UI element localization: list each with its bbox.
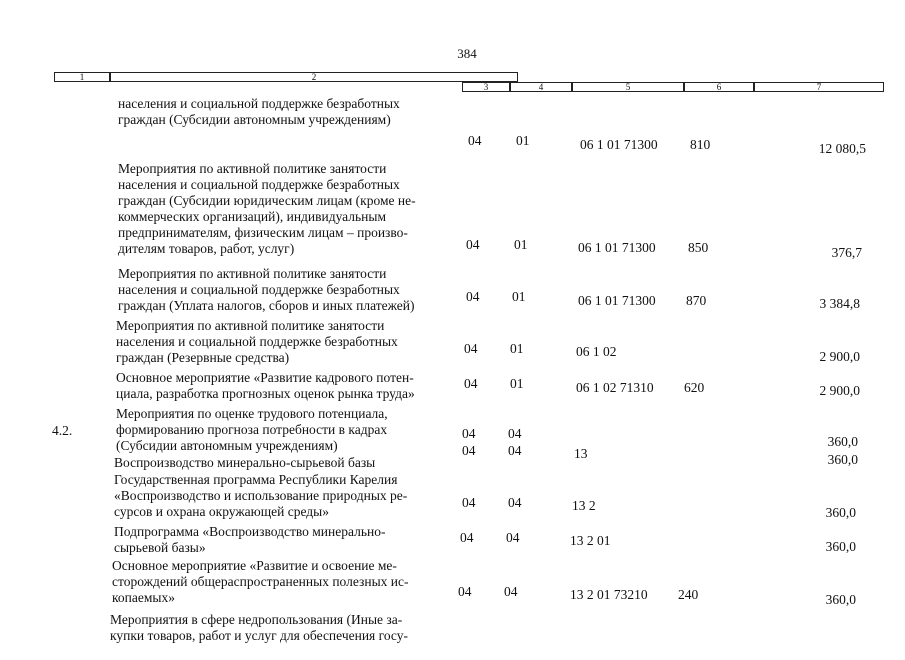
row-section-code: 04: [464, 376, 478, 391]
row-amount: 2 900,0: [819, 349, 860, 364]
row-target-article: 06 1 01 71300: [580, 137, 658, 152]
table-row-description: Подпрограмма «Воспроизводство минерально- сырьевой базы»: [114, 524, 386, 555]
row-amount: 12 080,5: [818, 141, 866, 156]
table-row-description: Мероприятия по оценке трудового потенциала, формированию прогноза потребности в кадрах (Субсидии автономным учреждениям): [116, 406, 388, 453]
header-col-7: 7: [754, 82, 884, 92]
table-row-description: населения и социальной поддержке безработных граждан (Субсидии автономным учреждениям): [118, 96, 400, 127]
row-amount: 360,0: [825, 539, 856, 554]
table-row-description: Мероприятия в сфере недропользования (Иные за- купки товаров, работ и услуг для обеспечения госу-: [110, 612, 408, 643]
row-expense-type: 620: [684, 380, 705, 395]
row-section-code: 04: [466, 237, 480, 252]
row-expense-type: 870: [686, 293, 707, 308]
row-amount: 360,0: [827, 434, 858, 449]
row-subsection-code: 01: [510, 376, 524, 391]
header-col-3: 3: [462, 82, 510, 92]
row-section-code: 04: [460, 530, 474, 545]
row-subsection-code: 04: [508, 426, 522, 441]
row-target-article: 06 1 01 71300: [578, 293, 656, 308]
row-section-code: 04: [462, 426, 476, 441]
row-subsection-code: 04: [504, 584, 518, 599]
row-target-article: 13: [574, 446, 588, 461]
row-amount: 2 900,0: [819, 383, 860, 398]
row-amount: 360,0: [827, 452, 858, 467]
table-row-description: Основное мероприятие «Развитие кадрового потен- циала, разработка прогнозных оценок рынка труда»: [116, 370, 415, 401]
table-header: [54, 72, 884, 94]
row-section-code: 04: [462, 443, 476, 458]
header-col-1: 1: [54, 72, 110, 82]
row-section-code: 04: [464, 341, 478, 356]
row-number: 4.2.: [52, 423, 73, 438]
row-subsection-code: 01: [510, 341, 524, 356]
table-row-description: Воспроизводство минерально-сырьевой базы: [114, 455, 376, 470]
row-target-article: 13 2 01: [570, 533, 611, 548]
row-subsection-code: 01: [512, 289, 526, 304]
row-section-code: 04: [462, 495, 476, 510]
row-target-article: 06 1 02 71310: [576, 380, 654, 395]
row-amount: 376,7: [831, 245, 862, 260]
table-row-description: Мероприятия по активной политике занятости населения и социальной поддержке безработных граждан (Субсидии юридическим лицам (кроме не- коммерческих организаций), индивидуальным предпринимателям, физическим лицам – произво- дителям товаров, работ, услуг): [118, 161, 416, 256]
header-col-6: 6: [684, 82, 754, 92]
row-target-article: 06 1 02: [576, 344, 617, 359]
row-section-code: 04: [468, 133, 482, 148]
row-subsection-code: 01: [516, 133, 530, 148]
row-subsection-code: 04: [508, 443, 522, 458]
row-amount: 360,0: [825, 505, 856, 520]
row-target-article: 13 2 01 73210: [570, 587, 648, 602]
header-col-5: 5: [572, 82, 684, 92]
row-section-code: 04: [458, 584, 472, 599]
table-row-description: Государственная программа Республики Карелия «Воспроизводство и использование природных ре- сурсов и охрана окружающей среды»: [114, 472, 408, 519]
row-target-article: 13 2: [572, 498, 596, 513]
table-row-description: Основное мероприятие «Развитие и освоение ме- сторождений общераспространенных полезных ис- копаемых»: [112, 558, 409, 605]
header-col-4: 4: [510, 82, 572, 92]
row-amount: 3 384,8: [819, 296, 860, 311]
row-subsection-code: 04: [508, 495, 522, 510]
row-subsection-code: 04: [506, 530, 520, 545]
row-subsection-code: 01: [514, 237, 528, 252]
row-section-code: 04: [466, 289, 480, 304]
row-expense-type: 240: [678, 587, 699, 602]
header-col-2: 2: [110, 72, 518, 82]
page-number: 384: [457, 46, 477, 61]
row-target-article: 06 1 01 71300: [578, 240, 656, 255]
row-expense-type: 850: [688, 240, 709, 255]
row-expense-type: 810: [690, 137, 711, 152]
table-row-description: Мероприятия по активной политике занятости населения и социальной поддержке безработных граждан (Резервные средства): [116, 318, 398, 365]
row-amount: 360,0: [825, 592, 856, 607]
table-row-description: Мероприятия по активной политике занятости населения и социальной поддержке безработных граждан (Уплата налогов, сборов и иных платежей): [118, 266, 415, 313]
